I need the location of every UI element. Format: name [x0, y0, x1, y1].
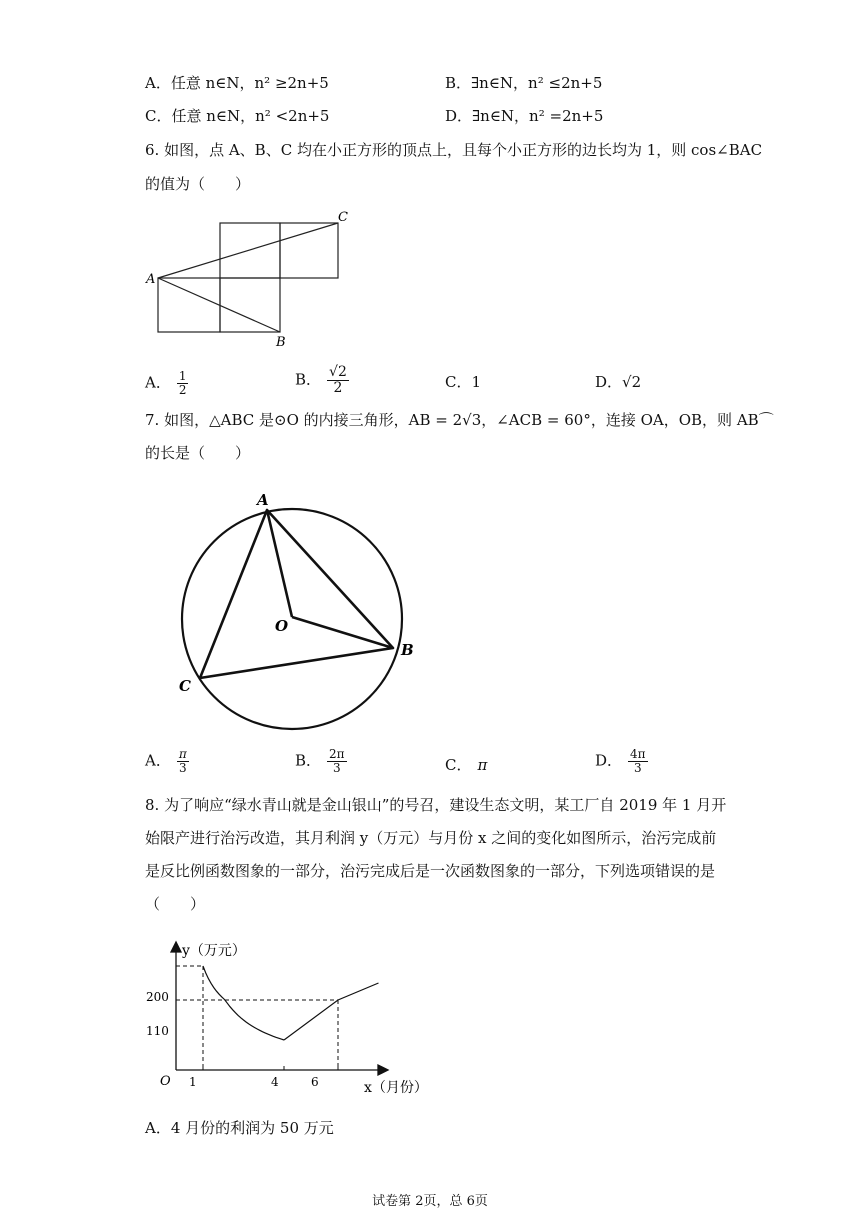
segment-ac [158, 223, 338, 278]
segment-ab [158, 278, 280, 332]
point-b-label: B [276, 335, 286, 350]
denominator: 3 [633, 761, 642, 775]
option-letter: D． [595, 751, 623, 770]
denominator: 3 [178, 761, 187, 775]
option-letter: A． [145, 1119, 171, 1137]
option-text: ∃n∈N，n² =2n+5 [472, 107, 604, 125]
q6-option-d [595, 372, 641, 392]
option-letter: C． [445, 373, 472, 391]
numerator: 2π [329, 747, 345, 761]
option-letter: B． [445, 74, 472, 92]
grid-square [220, 278, 280, 332]
option-letter: B． [295, 370, 322, 389]
graph-layer [176, 966, 379, 1070]
q5-option-b [445, 73, 602, 93]
y-axis-label: y（万元） [182, 943, 246, 959]
numerator: 4π [630, 747, 646, 761]
q5-option-c [145, 106, 329, 126]
page-footer: 试卷第 2页，总 6页 [372, 1194, 488, 1209]
q5-option-a [145, 73, 329, 93]
q6-option-b [295, 365, 349, 396]
x-tick-label-4: 4 [271, 1075, 279, 1089]
q8-option-a [145, 1118, 334, 1138]
numerator: π [178, 747, 187, 761]
x-tick-label-6: 6 [311, 1075, 319, 1089]
q7-option-c [445, 755, 487, 775]
y-tick-label-200: 200 [146, 990, 169, 1004]
q6-stem-line1: 6. 如图，点 A、B、C 均在小正方形的顶点上，且每个小正方形的边长均为 1，则 cos∠BAC [145, 141, 763, 159]
fraction [628, 748, 648, 775]
q7-option-d [595, 748, 648, 775]
grid-square [158, 278, 220, 332]
q6-grid-figure [140, 205, 360, 355]
option-text: π [477, 756, 488, 774]
denominator: 2 [333, 380, 343, 396]
q7-option-b [295, 748, 347, 775]
point-a-label: A [146, 272, 156, 287]
series-line-linear [284, 983, 379, 1040]
q7-stem-line2: 的长是（ ） [145, 444, 251, 462]
option-letter: D． [445, 107, 473, 125]
q8-profit-graph [140, 930, 440, 1100]
q8-stem-line4: （ ） [145, 895, 206, 913]
option-text: 4 月份的利润为 50 万元 [170, 1119, 334, 1137]
denominator: 2 [178, 383, 187, 397]
q6-option-c [445, 372, 481, 392]
point-a-label: A [257, 491, 269, 509]
option-letter: D． [595, 373, 623, 391]
segment-oa [267, 510, 292, 617]
fraction [177, 748, 189, 775]
option-letter: A． [145, 74, 171, 92]
q7-stem-line1: 7. 如图，△ABC 是⊙O 的内接三角形，AB = 2√3，∠ACB = 60°，连接 OA，OB，则 AB⌒ [145, 411, 774, 429]
circle-o [182, 509, 402, 729]
option-letter: C． [445, 756, 472, 774]
q6-stem-line2: 的值为（ ） [145, 175, 251, 193]
point-b-label: B [401, 641, 414, 659]
option-letter: B． [295, 751, 322, 770]
fraction [177, 370, 189, 397]
numerator: 1 [178, 369, 187, 383]
x-axis-arrow [378, 1065, 388, 1075]
q8-stem-line2: 始限产进行治污改造，其月利润 y（万元）与月份 x 之间的变化如图所示，治污完成前 [145, 829, 717, 847]
series-line-inverse [203, 966, 284, 1040]
point-o-label: O [275, 617, 289, 635]
option-letter: A． [145, 373, 171, 392]
denominator: 3 [332, 761, 341, 775]
fraction [327, 748, 347, 775]
y-axis-arrow [171, 942, 181, 952]
q8-stem-line3: 是反比例函数图象的一部分，治污完成后是一次函数图象的一部分，下列选项错误的是 [145, 862, 716, 880]
option-letter: A． [145, 751, 171, 770]
q7-option-a [145, 748, 189, 775]
q6-option-a [145, 370, 188, 397]
option-text: √2 [622, 373, 642, 391]
option-text: 任意 n∈N，n² ≥2n+5 [170, 74, 329, 92]
y-tick-label-110: 110 [146, 1024, 169, 1038]
q5-option-d [445, 106, 603, 126]
option-text: ∃n∈N，n² ≤2n+5 [471, 74, 603, 92]
origin-label: O [160, 1074, 171, 1089]
q7-circle-figure [165, 485, 425, 735]
point-c-label: C [338, 210, 348, 225]
x-tick-label-1: 1 [189, 1075, 197, 1089]
option-text: 1 [471, 373, 482, 391]
option-letter: C． [145, 107, 172, 125]
option-text: 任意 n∈N，n² <2n+5 [171, 107, 330, 125]
numerator: √2 [329, 364, 347, 380]
point-c-label: C [179, 677, 191, 695]
fraction [327, 365, 349, 396]
q8-stem-line1: 8. 为了响应“绿水青山就是金山银山”的号召，建设生态文明，某工厂自 2019 年 1 月开 [145, 796, 727, 814]
x-axis-label: x（月份） [364, 1080, 428, 1096]
